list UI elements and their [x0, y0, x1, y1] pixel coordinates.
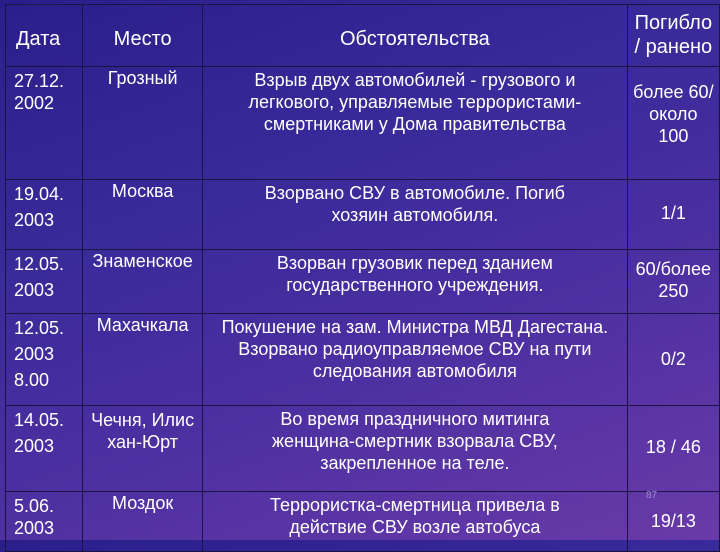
date-line: 14.05. [14, 410, 65, 430]
date-cell [6, 180, 83, 250]
date-line: 12.05. [14, 254, 65, 274]
description-cell [203, 406, 628, 492]
description-text: Террористка-смертница привела в действие СВУ возле автобуса [269, 495, 560, 537]
table-row [6, 406, 720, 492]
description-cell [203, 492, 628, 552]
place-cell: Моздок [83, 492, 203, 552]
table-row [6, 492, 720, 552]
table-row [6, 67, 720, 180]
casualties-cell [627, 314, 719, 406]
casualties-text: более 60/около 100 [633, 82, 714, 146]
date-cell [6, 250, 83, 314]
casualties-text: 1/1 [660, 203, 686, 223]
date-line: 19.04. [14, 184, 65, 204]
date-cell [6, 67, 83, 180]
date-cell [6, 406, 83, 492]
description-text: Взорвано СВУ в автомобиле. Погиб хозяин автомобиля. [264, 183, 565, 225]
place-cell [83, 406, 203, 492]
date-cell [6, 314, 83, 406]
header-circumstances: Обстоятельства [203, 5, 628, 67]
casualties-cell [627, 406, 719, 492]
description-cell [203, 314, 628, 406]
date-line: 2002 [14, 93, 55, 113]
page-number: 87 [646, 490, 658, 501]
place-cell: Грозный [83, 67, 203, 180]
casualties-text: 0/2 [660, 349, 686, 369]
table-row [6, 314, 720, 406]
casualties-cell [627, 250, 719, 314]
place-text: Чечня, Илисхан-Юрт [91, 410, 195, 452]
description-text: Во время праздничного митинга женщина-смертник взорвала СВУ, закрепленное на теле. [272, 409, 558, 473]
description-text: Взрыв двух автомобилей - грузового и легкового, управляемые террористами-смертниками у Дома правительства [248, 70, 582, 134]
header-place: Место [83, 5, 203, 67]
description-text: Взорван грузовик перед зданием государственного учреждения. [276, 253, 553, 295]
place-cell: Москва [83, 180, 203, 250]
casualties-text: 60/более 250 [635, 259, 712, 301]
casualties-cell [627, 67, 719, 180]
date-line: 2003 [14, 344, 55, 364]
date-line: 27.12. [14, 71, 65, 91]
date-line: 8.00 [14, 370, 50, 390]
header-casualties [627, 5, 719, 67]
place-cell: Знаменское [83, 250, 203, 314]
description-cell [203, 67, 628, 180]
date-line: 2003 [14, 280, 55, 300]
incidents-table [5, 4, 720, 552]
header-casualties-line1: Погибло [634, 12, 713, 34]
date-line: 12.05. [14, 318, 65, 338]
date-line: 2003 [14, 518, 55, 538]
header-date: Дата [6, 5, 83, 67]
casualties-cell [627, 180, 719, 250]
description-cell [203, 180, 628, 250]
header-casualties-line2: / ранено [634, 36, 713, 58]
date-line: 2003 [14, 210, 55, 230]
table-header-row [6, 5, 720, 67]
casualties-cell [627, 492, 719, 552]
date-line: 5.06. [14, 496, 55, 516]
date-line: 2003 [14, 436, 55, 456]
description-text: Покушение на зам. Министра МВД Дагестана. Взорвано радиоуправляемое СВУ на пути следования автомобиля [221, 317, 609, 381]
date-cell [6, 492, 83, 552]
place-cell: Махачкала [83, 314, 203, 406]
table-row [6, 250, 720, 314]
table-row [6, 180, 720, 250]
casualties-text: 19/13 [650, 511, 696, 531]
casualties-text: 18 / 46 [645, 437, 701, 457]
description-cell [203, 250, 628, 314]
